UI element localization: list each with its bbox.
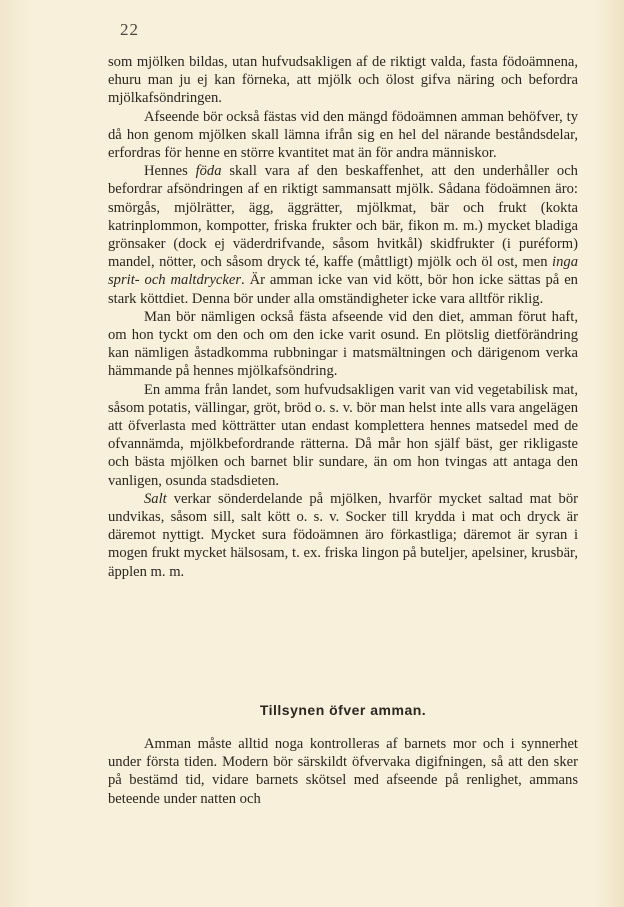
- paragraph-4: Man bör nämligen också fästa afseende vid den diet, amman förut haft, om hon tyckt om den och om den icke varit osund. En plötslig dietförändring kan nämligen åstadkomma rubbningar i matsmältningen och därigenom verka hämmande på hennes mjölkafsöndring.: [108, 308, 578, 380]
- paragraph-3-emphasis-food: föda: [195, 163, 222, 180]
- section-heading: Tillsynen öfver amman.: [259, 702, 427, 718]
- paragraph-3: [108, 162, 578, 308]
- paragraph-3-text-a: Hennes: [144, 163, 196, 180]
- paragraph-1: som mjölken bildas, utan hufvudsakligen af de riktigt valda, fasta födoämnena, ehuru man ju ej kan förneka, att mjölk och ölost gifva näring och befordra mjölkafsöndringen.: [108, 54, 578, 107]
- page-number: 22: [120, 20, 139, 39]
- paragraph-6-emphasis-salt: Salt: [144, 490, 167, 507]
- paragraph-3-text-b: skall vara af den beskaffenhet, att den underhåller och befordrar afsöndringen af en riktigt sammansatt mjölk. Sådana födoämnen äro: smörgås, mjölrätter, ägg, äggrätter, mjölkmat, bär och frukt (kokta katrinplommon, kompotter, friska frukter och bär, fikon m. m.) mycket bladiga grönsaker (dock ej väderdrifvande, såsom hvitkål) skidfrukter (i puréform) mandel, nötter, och såsom dryck té, kaffe (måttligt) mjölk och öl ost, men: [108, 163, 578, 271]
- body-text-section-2: [108, 735, 578, 808]
- paragraph-7: Amman måste alltid noga kontrolleras af barnets mor och i synnerhet under första tiden. Modern bör särskildt öfvervaka digifningen, så att den sker på bestämd tid, vidare barnets skötsel med afseende på renlighet, ammans beteende under natten och: [108, 736, 578, 807]
- paragraph-5: En amma från landet, som hufvudsakligen varit van vid vegetabilisk mat, såsom potatis, vällingar, gröt, bröd o. s. v. bör man helst inte alls vara angelägen att öfverlasta med kötträtter utan endast komplettera hennes matsedel med de ofvannämda, mjölkbefordrande rätterna. Då mår hon själf bäst, ger rikligaste och bästa mjölken och barnet blir sundare, än om hon tvingas att antaga den vanligen, osunda stadsdieten.: [108, 381, 578, 489]
- paragraph-3-emphasis-drinks: inga sprit- och maltdrycker: [108, 254, 578, 289]
- paragraph-3-text-c: . Är amman icke van vid kött, bör hon icke sättas på en stark köttdiet. Denna bör under alla omständigheter icke vara alltför riklig.: [108, 272, 578, 307]
- paragraph-6: [108, 490, 578, 581]
- body-text-section-1: [108, 53, 578, 581]
- paragraph-6-text: verkar sönderdelande på mjölken, hvarför mycket saltad mat bör undvikas, såsom sill, salt kött o. s. v. Socker till krydda i mat och dryck är däremot nyttigt. Mycket sura födoämnen äro förkastliga; däremot är syran i mogen frukt mycket hälsosam, t. ex. friska lingon på buteljer, apelsiner, krusbär, äpplen m. m.: [108, 490, 578, 580]
- paragraph-2: Afseende bör också fästas vid den mängd födoämnen amman behöfver, ty då hon genom mjölken skall lämna ifrån sig en hel del närande beståndsdelar, erfordras för henne en större kvantitet mat än för andra människor.: [108, 108, 578, 162]
